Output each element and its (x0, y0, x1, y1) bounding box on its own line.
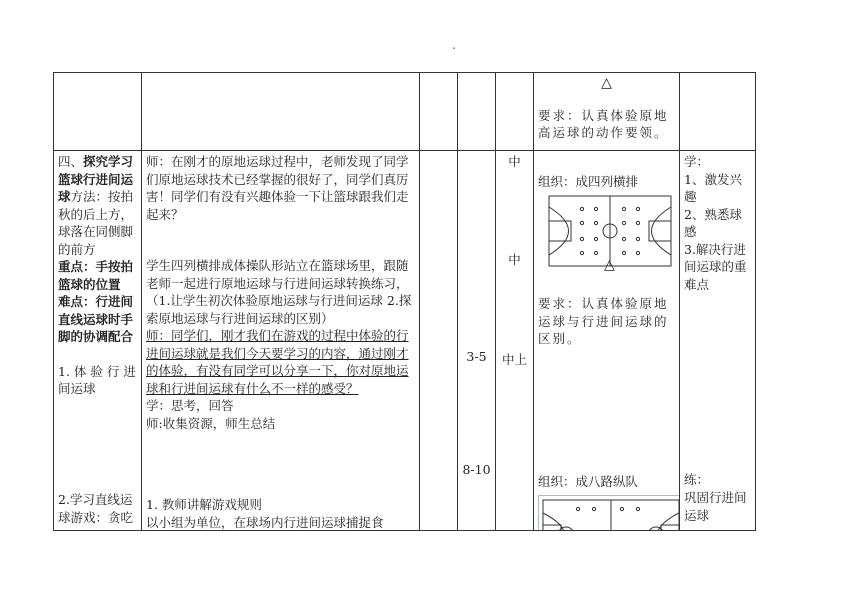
org-2: 组织：成八路纵队 (538, 474, 639, 489)
method-cell (54, 151, 142, 531)
court-diagram-2 (538, 495, 680, 531)
section-title: 探究学习篮球行进间运球 (58, 154, 134, 204)
method-cell-empty (54, 73, 142, 151)
load-1: 中 (508, 154, 521, 169)
content-p6: 1. 教师讲解游戏规则 (146, 497, 262, 512)
note-6: 巩固行进间运球 (684, 490, 747, 523)
load-2: 中 (508, 252, 521, 267)
requirement-text: 要求：认真体验原地高运球的动作要领。 (538, 107, 669, 140)
content-cell (142, 151, 420, 531)
org-cell (534, 73, 680, 151)
time-2: 8-10 (462, 462, 491, 477)
teacher-triangle-icon: △ (604, 257, 615, 273)
org-1: 组织：成四列横排 (538, 174, 639, 189)
org-requirement: 要求：认真体验原地运球与行进间运球的区别。 (538, 296, 669, 346)
note-5: 练： (684, 472, 710, 487)
difficulty: 难点：行进间直线运球时手脚的协调配合 (58, 294, 134, 344)
note-cell-empty (680, 73, 756, 151)
load-3: 中上 (501, 352, 527, 367)
load-cell (496, 151, 534, 531)
extra-cell-empty (420, 73, 458, 151)
section-prefix: 四、 (58, 154, 84, 169)
time-cell-empty (458, 73, 496, 151)
content-cell-empty (142, 73, 420, 151)
content-p5: 师:收集资源，师生总结 (146, 415, 276, 431)
time-cell (458, 151, 496, 531)
load-cell-empty (496, 73, 534, 151)
content-p2: 学生四列横排成体操队形站立在篮球场里，跟随老师一起进行原地运球与行进间运球转换练习，（1.让学生初次体验原地运球与行进间运球 2.探索原地运球与行进间运球的区别） (146, 258, 412, 326)
content-p1: 师：在刚才的原地运球过程中，老师发现了同学们原地运球技术已经掌握的很好了，同学们真厉害！同学们有没有兴趣体验一下让篮球跟我们走起来？ (146, 154, 409, 222)
key-point: 重点：手按拍篮球的位置 (58, 259, 134, 292)
note-4: 3.解决行进间运球的重难点 (684, 241, 747, 292)
teacher-triangle-icon: △ (601, 75, 612, 91)
table-row (54, 73, 756, 151)
note-1: 学： (684, 154, 710, 169)
extra-cell (420, 151, 458, 531)
header-mark: . (452, 38, 456, 52)
table-row (54, 151, 756, 531)
note-3: 2、熟悉球感 (684, 206, 742, 239)
item-1: 1. 体 验 行 进 间运球 (58, 363, 136, 396)
lesson-plan-table (53, 72, 756, 531)
note-2: 1、激发兴趣 (684, 171, 742, 204)
method-text: 方法：按拍秋的后上方，球落在同侧脚的前方 (58, 189, 134, 257)
time-1: 3-5 (466, 349, 487, 364)
item-2: 2.学习直线运球游戏：贪吃 (58, 492, 134, 525)
content-p7: 以小组为单位，在球场内行进间运球捕捉食 (146, 515, 384, 530)
org-cell (534, 151, 680, 531)
content-p3: 师：同学们，刚才我们在游戏的过程中体验的行进间运球就是我们今天要学习的内容，通过刚才的体验，有没有同学可以分享一下，你对原地运球和行进间运球有什么不一样的感受？ (146, 328, 409, 396)
note-cell (680, 151, 756, 531)
content-p4: 学：思考，回答 (146, 398, 234, 413)
